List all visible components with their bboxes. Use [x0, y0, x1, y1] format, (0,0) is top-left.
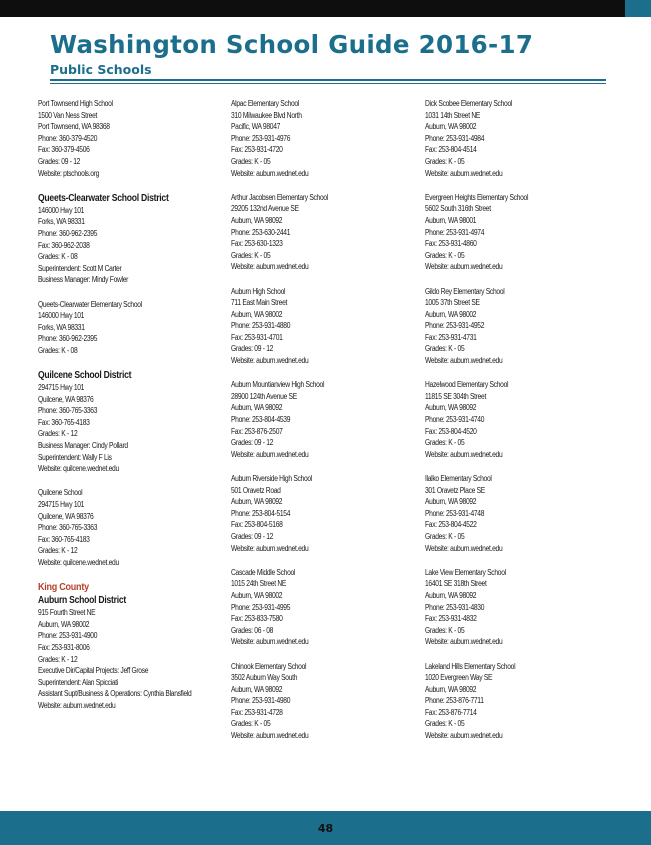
- entry-line: Superintendent: Wally F Lis: [38, 452, 112, 462]
- phone-line: Phone: 253-931-4880: [231, 321, 291, 331]
- school-name: Chinook Elementary School: [231, 661, 307, 671]
- fax-line: Fax: 360-379-4506: [38, 145, 90, 155]
- fax-line: Fax: 253-931-4720: [231, 145, 283, 155]
- grades-line: Grades: K - 05: [425, 438, 465, 448]
- column-2: [231, 98, 416, 754]
- entry-line: Executive Dir/Capital Projects: Jeff Grose: [38, 666, 149, 676]
- phone-line: Phone: 253-931-4976: [231, 133, 291, 143]
- entry-line: 294715 Hwy 101: [38, 383, 85, 393]
- entry-line: 28900 124th Avenue SE: [231, 391, 297, 401]
- school-name: Cascade Middle School: [231, 567, 296, 577]
- fax-line: Fax: 253-804-5168: [231, 520, 283, 530]
- school-entry: [231, 567, 416, 648]
- entry-line: Superintendent: Alan Spicciati: [38, 677, 119, 687]
- school-entry: [231, 379, 416, 460]
- website-line: Website: auburn.wednet.edu: [231, 637, 309, 647]
- top-corner-tab: [625, 0, 651, 17]
- header-rule-thin: [50, 83, 606, 84]
- entry-line: 16401 SE 318th Street: [425, 579, 487, 589]
- school-entry: [38, 487, 223, 568]
- entry-line: Auburn, WA 98092: [231, 497, 283, 507]
- school-entry: [425, 286, 610, 367]
- school-name: Lake View Elementary School: [425, 567, 506, 577]
- page-title: Washington School Guide 2016-17: [50, 30, 534, 59]
- school-name: Quilcene School: [38, 488, 83, 498]
- website-line: Website: quilcene.wednet.edu: [38, 464, 119, 474]
- phone-line: Phone: 253-931-4984: [425, 133, 485, 143]
- school-name: Queets-Clearwater Elementary School: [38, 299, 142, 309]
- school-entry: [425, 379, 610, 460]
- school-entry: [231, 661, 416, 742]
- website-line: Website: auburn.wednet.edu: [231, 356, 309, 366]
- school-entry: [231, 192, 416, 273]
- district-heading: Queets-Clearwater School District: [38, 192, 169, 204]
- entry-line: Auburn, WA 98001: [425, 215, 477, 225]
- entry-line: Auburn, WA 98092: [425, 684, 477, 694]
- school-name: Hazelwood Elementary School: [425, 380, 509, 390]
- website-line: Website: auburn.wednet.edu: [425, 168, 503, 178]
- phone-line: Phone: 360-962-2395: [38, 334, 98, 344]
- column-3: [425, 98, 610, 754]
- entry-line: Quilcene, WA 98376: [38, 394, 94, 404]
- phone-line: Phone: 253-876-7711: [425, 696, 484, 706]
- school-entry: [425, 473, 610, 554]
- grades-line: Grades: 06 - 08: [231, 625, 274, 635]
- entry-line: Auburn, WA 98092: [231, 684, 283, 694]
- page-header: [50, 30, 610, 78]
- grades-line: Grades: K - 08: [38, 345, 78, 355]
- website-line: Website: auburn.wednet.edu: [38, 700, 116, 710]
- school-name: Ilalko Elementary School: [425, 474, 492, 483]
- header-rule-thick: [50, 79, 606, 81]
- entry-line: 1015 24th Street NE: [231, 579, 287, 589]
- phone-line: Phone: 253-931-4952: [425, 321, 485, 331]
- phone-line: Phone: 253-804-5154: [231, 508, 291, 518]
- grades-line: Grades: 09 - 12: [231, 344, 274, 354]
- entry-line: 3502 Auburn Way South: [231, 673, 298, 683]
- entry-line: 1020 Evergreen Way SE: [425, 673, 493, 683]
- fax-line: Fax: 360-765-4183: [38, 534, 90, 544]
- entry-line: 146000 Hwy 101: [38, 205, 85, 215]
- entry-line: 1031 14th Street NE: [425, 110, 481, 120]
- grades-line: Grades: 09 - 12: [231, 531, 274, 541]
- fax-line: Fax: 360-765-4183: [38, 417, 90, 427]
- entry-line: 146000 Hwy 101: [38, 311, 85, 321]
- fax-line: Fax: 253-804-4514: [425, 145, 477, 155]
- grades-line: Grades: K - 05: [425, 531, 465, 541]
- phone-line: Phone: 253-931-4900: [38, 631, 98, 641]
- district-entry: [38, 192, 223, 286]
- school-name: Dick Scobee Elementary School: [425, 99, 513, 108]
- entry-line: Pacific, WA 98047: [231, 122, 281, 132]
- entry-line: Auburn, WA 98092: [425, 497, 477, 507]
- entry-line: 301 Oravetz Place SE: [425, 485, 485, 495]
- entry-line: Forks, WA 98331: [38, 322, 85, 332]
- entry-line: Port Townsend, WA 98368: [38, 122, 110, 132]
- entry-line: Auburn, WA 98002: [38, 619, 90, 629]
- entry-line: Auburn, WA 98092: [425, 590, 477, 600]
- fax-line: Fax: 253-876-2507: [231, 426, 283, 436]
- phone-line: Phone: 253-931-4974: [425, 227, 485, 237]
- entry-line: Auburn, WA 98002: [231, 590, 283, 600]
- county-heading: King County: [38, 581, 89, 594]
- fax-line: Fax: 253-804-4520: [425, 426, 477, 436]
- district-entry: [38, 369, 223, 475]
- school-entry: [425, 192, 610, 273]
- school-entry: [231, 473, 416, 554]
- grades-line: Grades: K - 05: [231, 719, 271, 729]
- phone-line: Phone: 360-765-3363: [38, 523, 98, 533]
- school-name: Alpac Elementary School: [231, 99, 299, 108]
- school-entry: [231, 286, 416, 367]
- school-entry: [425, 661, 610, 742]
- grades-line: Grades: K - 12: [38, 654, 78, 664]
- school-name: Evergreen Heights Elementary School: [425, 192, 529, 202]
- website-line: Website: auburn.wednet.edu: [231, 731, 309, 741]
- fax-line: Fax: 253-876-7714: [425, 707, 477, 717]
- school-entry: [38, 98, 223, 179]
- grades-line: Grades: K - 05: [425, 156, 465, 166]
- phone-line: Phone: 253-931-4995: [231, 602, 291, 612]
- grades-line: Grades: 09 - 12: [231, 438, 274, 448]
- website-line: Website: auburn.wednet.edu: [231, 449, 309, 459]
- entry-line: 1005 37th Street SE: [425, 298, 480, 308]
- fax-line: Fax: 253-804-4522: [425, 520, 477, 530]
- entry-line: 294715 Hwy 101: [38, 500, 85, 509]
- website-line: Website: auburn.wednet.edu: [425, 543, 503, 553]
- grades-line: Grades: K - 12: [38, 546, 78, 556]
- website-line: Website: ptschools.org: [38, 168, 100, 178]
- entry-line: Quilcene, WA 98376: [38, 511, 94, 521]
- school-name: Auburn Mountianview High School: [231, 380, 325, 390]
- district-heading: Auburn School District: [38, 595, 126, 607]
- fax-line: Fax: 253-931-4731: [425, 332, 477, 342]
- entry-line: Auburn, WA 98002: [425, 309, 477, 319]
- website-line: Website: auburn.wednet.edu: [231, 262, 309, 272]
- school-name: Lakeland Hills Elementary School: [425, 661, 516, 671]
- phone-line: Phone: 253-804-4539: [231, 415, 291, 425]
- school-name: Port Townsend High School: [38, 99, 113, 108]
- website-line: Website: auburn.wednet.edu: [425, 356, 503, 366]
- grades-line: Grades: K - 08: [38, 252, 78, 262]
- grades-line: Grades: K - 05: [425, 344, 465, 354]
- phone-line: Phone: 253-931-4830: [425, 602, 485, 612]
- website-line: Website: auburn.wednet.edu: [231, 543, 309, 553]
- website-line: Website: auburn.wednet.edu: [231, 168, 309, 178]
- entry-line: Auburn, WA 98002: [231, 309, 283, 319]
- phone-line: Phone: 253-931-4980: [231, 696, 291, 706]
- website-line: Website: auburn.wednet.edu: [425, 262, 503, 272]
- school-entry: [38, 299, 223, 357]
- fax-line: Fax: 360-962-2038: [38, 240, 90, 250]
- entry-line: 310 Milwaukee Blvd North: [231, 110, 302, 120]
- phone-line: Phone: 253-931-4748: [425, 508, 485, 518]
- school-name: Auburn High School: [231, 286, 286, 296]
- entry-line: Auburn, WA 98092: [231, 403, 283, 413]
- entry-line: Business Manager: Cindy Pollard: [38, 441, 128, 451]
- district-heading: Quilcene School District: [38, 370, 132, 382]
- fax-line: Fax: 253-931-4728: [231, 707, 283, 717]
- grades-line: Grades: 09 - 12: [38, 156, 81, 166]
- school-entry: [425, 567, 610, 648]
- district-entry: [38, 581, 223, 711]
- school-entry: [425, 98, 610, 179]
- entry-line: Assistant Supt/Business & Operations: Cynthia Blansfield: [38, 689, 192, 699]
- fax-line: Fax: 253-931-4701: [231, 332, 283, 342]
- school-name: Gildo Rey Elementary School: [425, 286, 505, 296]
- fax-line: Fax: 253-931-4860: [425, 239, 477, 249]
- entry-line: 1500 Van Ness Street: [38, 110, 98, 120]
- phone-line: Phone: 360-379-4520: [38, 133, 98, 143]
- website-line: Website: auburn.wednet.edu: [425, 731, 503, 741]
- entry-line: 29205 132nd Avenue SE: [231, 204, 299, 214]
- grades-line: Grades: K - 05: [425, 625, 465, 635]
- school-name: Auburn Riverside High School: [231, 474, 313, 483]
- page-subtitle: Public Schools: [50, 62, 152, 77]
- top-bar: [0, 0, 651, 17]
- entry-line: Auburn, WA 98002: [425, 122, 477, 132]
- school-entry: [231, 98, 416, 179]
- column-1: [38, 98, 223, 724]
- entry-line: Auburn, WA 98092: [425, 403, 477, 413]
- phone-line: Phone: 253-630-2441: [231, 227, 291, 237]
- entry-line: 711 East Main Street: [231, 298, 288, 308]
- page-number: 48: [317, 822, 334, 835]
- grades-line: Grades: K - 05: [231, 156, 271, 166]
- phone-line: Phone: 253-931-4740: [425, 415, 485, 425]
- grades-line: Grades: K - 12: [38, 429, 78, 439]
- fax-line: Fax: 253-833-7580: [231, 614, 283, 624]
- school-name: Arthur Jacobsen Elementary School: [231, 192, 329, 202]
- fax-line: Fax: 253-931-8006: [38, 642, 90, 652]
- entry-line: Superintendent: Scott M Carter: [38, 263, 122, 273]
- entry-line: 5602 South 316th Street: [425, 204, 491, 214]
- entry-line: Auburn, WA 98092: [231, 215, 283, 225]
- entry-line: 501 Oravetz Road: [231, 485, 281, 495]
- fax-line: Fax: 253-931-4832: [425, 614, 477, 624]
- grades-line: Grades: K - 05: [425, 250, 465, 260]
- website-line: Website: auburn.wednet.edu: [425, 449, 503, 459]
- grades-line: Grades: K - 05: [425, 719, 465, 729]
- website-line: Website: quilcene.wednet.edu: [38, 557, 119, 567]
- grades-line: Grades: K - 05: [231, 250, 271, 260]
- entry-line: 11815 SE 304th Street: [425, 391, 487, 401]
- entry-line: Business Manager: Mindy Fowler: [38, 275, 129, 285]
- entry-line: Forks, WA 98331: [38, 217, 85, 227]
- fax-line: Fax: 253-630-1323: [231, 239, 283, 249]
- phone-line: Phone: 360-765-3363: [38, 406, 98, 416]
- website-line: Website: auburn.wednet.edu: [425, 637, 503, 647]
- entry-line: 915 Fourth Street NE: [38, 608, 96, 618]
- phone-line: Phone: 360-962-2395: [38, 228, 98, 238]
